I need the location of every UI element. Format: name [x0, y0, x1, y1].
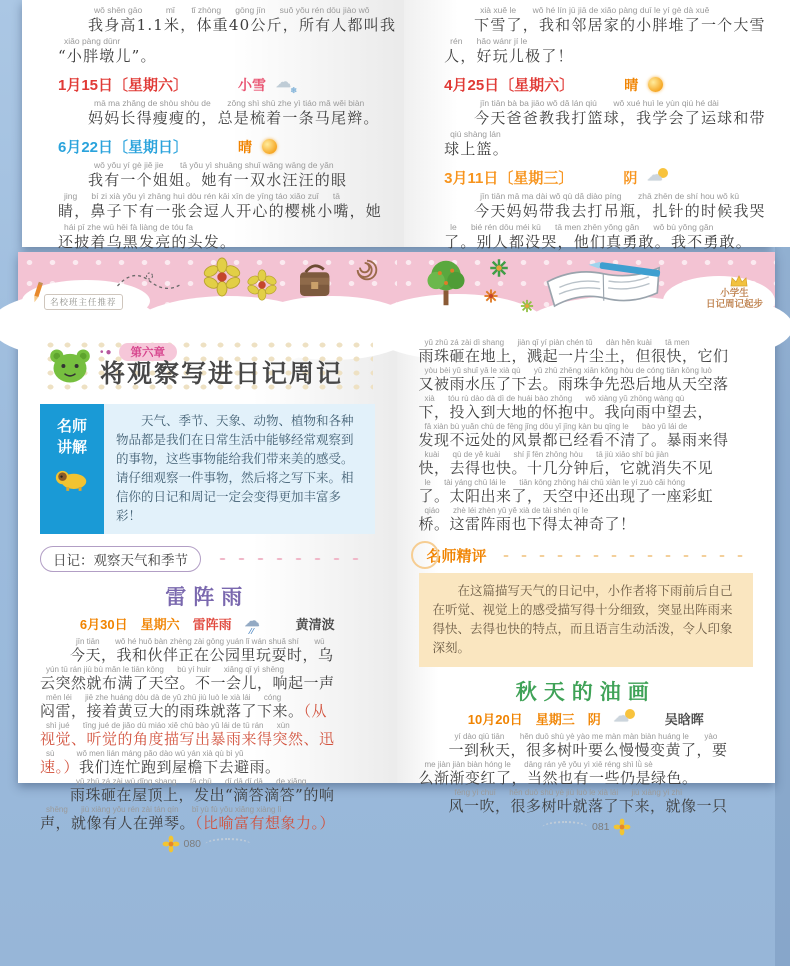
text-line: [419, 788, 754, 815]
pinyin-line: shēng jiù xiàng yǒu rén zài tán qín bǐ yù fù yǒu xiǎng xiàng lì: [46, 805, 282, 814]
pinyin-line: mēn léi jiē zhe huáng dòu dà de yǔ zhū jiù luò le xià lái cóng: [46, 693, 282, 702]
article-author: 吴晗晖: [664, 712, 704, 727]
body-text: “小胖墩儿”。: [58, 47, 157, 65]
text-line: [419, 338, 754, 365]
pinyin-line: rén hǎo wánr jí le: [450, 36, 528, 46]
text-line: [58, 5, 396, 35]
text-line: [40, 777, 375, 804]
body-text: 风一吹，很多树叶就落了下来，就像一只: [448, 797, 728, 815]
dotted-arc: [542, 821, 588, 834]
pink-dot-line: [213, 555, 371, 563]
pinyin-line: wǒ shēn gāo mǐ tǐ zhòng gōng jīn suǒ yǒu rén dōu jiào wǒ: [94, 5, 370, 15]
label-line1: 名师: [56, 418, 87, 435]
text-line: [444, 5, 766, 35]
body-text: 云突然就布满了天空。不一会儿，响起一声: [40, 674, 335, 692]
hanzi-line: [58, 202, 396, 221]
hanzi-line: [58, 16, 396, 35]
diary-date-header: [58, 136, 396, 157]
diary-weather: 晴: [624, 76, 639, 93]
text-line: [40, 637, 375, 664]
teacher-explain-box: [40, 404, 375, 534]
teacher-review-header: [419, 545, 754, 566]
body-text: 声，就像有人在弹琴。: [40, 814, 196, 832]
teacher-review-label: 名师精评: [419, 545, 487, 566]
diary-date-header: [444, 74, 766, 95]
hanzi-line: [419, 404, 754, 421]
page-080: [18, 252, 397, 850]
page-005: [404, 0, 790, 251]
page-081-content: [397, 338, 776, 835]
left-banner: [18, 252, 397, 328]
hanzi-line: [444, 109, 766, 128]
article-dateline: [40, 614, 375, 633]
tree-icon: [425, 258, 467, 308]
hanzi-line: [40, 647, 375, 664]
pinyin-line: hái pī zhe wū hēi fà liàng de tóu fa: [64, 222, 194, 232]
flower-icon: [614, 819, 630, 835]
text-line: [419, 450, 754, 477]
diary-weather: 阴: [623, 169, 638, 186]
right-banner: [397, 252, 776, 328]
text-line: [40, 721, 375, 748]
top-spread: [22, 0, 772, 251]
chapter-header: [42, 338, 373, 395]
hanzi-line: [40, 787, 375, 804]
pinyin-line: xià tóu rù dào dà dì de huái bào zhōng wǒ xiàng yǔ zhōng wàng qù: [424, 394, 685, 403]
mini-flower-icon: [520, 299, 534, 313]
text-line: [40, 749, 375, 776]
hanzi-line: [419, 376, 754, 393]
article-weekday: 星期六: [140, 617, 180, 632]
recommendation-tag: 名校班主任推荐: [44, 294, 123, 310]
hanzi-line: [58, 233, 396, 252]
diary-date-header: [444, 167, 766, 188]
pinyin-line: le tài yáng chū lái le tiān kōng zhōng hái chū xiàn le yí zuò cǎi hóng: [424, 478, 686, 487]
pinyin-line: xià xuě le wǒ hé lín jū jiā de xiǎo pàng duī le yí gè dà xuě: [480, 5, 710, 15]
series-title-tag: [706, 288, 763, 310]
body-text: 闷雷，接着黄豆大的雨珠就落了下来。: [40, 702, 304, 720]
bottom-spread: [18, 252, 775, 850]
body-text: 发现不远处的风景都已经看不清了。暴雨来得: [418, 431, 729, 449]
hanzi-line: [40, 731, 375, 748]
mini-flower-icon: [483, 289, 498, 304]
body-text: 我身高1.1米，体重40公斤，所有人都叫我: [88, 16, 397, 34]
frog-icon: [48, 347, 92, 385]
body-text: 又被雨水压了下去。雨珠争先恐后地从天空落: [418, 375, 729, 393]
pinyin-line: yí dào qiū tiān hěn duō shù yè yào me màn màn biàn huáng le yào: [454, 732, 718, 741]
open-book-pen-icon: [537, 260, 672, 312]
text-line: [40, 665, 375, 692]
body-text: 雨珠砸在地上，溅起一片尘土，但很快，它们: [418, 347, 729, 365]
pinyin-line: wǒ yǒu yí gè jiě jie tā yǒu yì shuāng shuǐ wāng wāng de yǎn: [94, 160, 334, 170]
body-text: 下，投入到大地的怀抱中。我向雨中望去，: [418, 403, 714, 421]
text-line: [419, 478, 754, 505]
crown-icon: [729, 274, 749, 288]
pinyin-line: qiú shàng lán: [450, 129, 501, 139]
diary-weather: 小雪: [238, 76, 267, 93]
hanzi-line: [419, 770, 754, 787]
snowcloud-icon: [276, 77, 298, 93]
paragraph-blocks: [40, 637, 375, 832]
hanzi-line: [40, 703, 375, 720]
pinyin-line: xiǎo pàng dūnr: [64, 36, 121, 46]
article-weather: 阴: [587, 712, 601, 727]
body-text: 么渐渐变红了，当然也有一些仍是绿色。: [418, 769, 698, 787]
diary-date: 4月25日〔星期六〕: [444, 77, 575, 94]
spiral-sun-icon: [353, 256, 381, 284]
pinyin-line: le bié rén dōu méi kū tā men zhēn yǒng gǎn wǒ bù yǒng gǎn: [450, 222, 714, 232]
orange-dot-line: [497, 552, 753, 560]
badge-dots: •●: [100, 346, 114, 358]
annotation-text: （从: [303, 702, 328, 720]
hanzi-line: [58, 47, 396, 66]
text-line: [58, 36, 396, 66]
flower-icon: [163, 836, 179, 852]
cloudsun-icon: [647, 170, 669, 186]
body-text: 桥。这雷阵雨也下得太神奇了！: [418, 515, 636, 533]
hanzi-line: [444, 233, 766, 252]
hanzi-line: [40, 815, 375, 832]
hanzi-line: [58, 171, 396, 190]
page-080-content: [18, 338, 397, 852]
series-tag-line2: 日记周记起步: [705, 299, 763, 310]
diary-date: 3月11日〔星期三〕: [444, 170, 574, 187]
pinyin-line: fēng yì chuī hěn duō shù yè jiù luò le xià lái jiù xiàng yì zhī: [454, 788, 683, 797]
article-title-autumn: 秋天的油画: [515, 679, 656, 704]
diary-weather: 晴: [238, 138, 253, 155]
body-text: 今天，我和伙伴正在公园里玩耍时，乌: [70, 646, 334, 664]
paragraph-blocks: [58, 5, 396, 252]
body-text: 雨珠砸在屋顶上，发出“滴答滴答”的响: [70, 786, 335, 804]
article-date: 10月20日: [467, 712, 523, 727]
text-line: [419, 394, 754, 421]
paragraph-blocks: [444, 5, 766, 252]
hanzi-line: [419, 488, 754, 505]
dashed-doodle-icon: [113, 270, 188, 292]
satchel-icon: [293, 262, 335, 302]
annotation-text: 视觉、听觉的角度描写出暴雨来得突然、迅: [40, 730, 335, 748]
pinyin-line: jīn tiān mā ma dài wǒ qù dǎ diào píng zhā zhēn de shí hou wǒ kū: [480, 191, 740, 201]
page-number-080: [40, 836, 375, 852]
text-line: [419, 506, 754, 533]
label-line2: 讲解: [56, 439, 87, 456]
hanzi-line: [40, 759, 375, 776]
hanzi-line: [419, 798, 754, 815]
hanzi-line: [444, 47, 766, 66]
page-number-081: [419, 819, 754, 835]
pinyin-line: yǔ zhū zá zài dì shang jiàn qǐ yí piàn chén tǔ dàn hěn kuài tā men: [424, 338, 690, 347]
diary-date-header: [58, 74, 396, 95]
text-line: [444, 129, 766, 159]
pinyin-line: yǔ zhū zá zài wū dǐng shang fā chū dī dā dī dā de xiǎng: [76, 777, 307, 786]
hanzi-line: [40, 675, 375, 692]
diary-topic-row: [40, 546, 375, 572]
text-line: [58, 191, 396, 221]
hanzi-line: [444, 202, 766, 221]
pinyin-line: mā ma zhǎng de shòu shòu de zǒng shì shū zhe yì tiáo mǎ wěi biàn: [94, 98, 365, 108]
diary-date: 1月15日〔星期六〕: [58, 77, 189, 94]
text-line: [58, 160, 396, 190]
pinyin-line: yòu bèi yǔ shuǐ yā le xià qù yǔ zhū zhēng xiān kǒng hòu de cóng tiān kōng luò: [424, 366, 712, 375]
text-line: [444, 98, 766, 128]
sun-icon: [648, 77, 663, 92]
page-081: [397, 252, 776, 833]
text-line: [419, 422, 754, 449]
raincloud-icon: [245, 616, 267, 632]
text-line: [419, 366, 754, 393]
article-date: 6月30日: [79, 617, 128, 632]
pencil-icon: [30, 280, 44, 306]
text-line: [419, 732, 754, 759]
body-text: 了。太阳出来了，天空中还出现了一座彩虹: [418, 487, 714, 505]
article-weekday: 星期三: [535, 712, 575, 727]
body-text: 我们连忙跑到屋檐下去避雨。: [79, 758, 281, 776]
hanzi-line: [58, 109, 396, 128]
pinyin-line: jīn tiān wǒ hé huǒ bàn zhèng zài gōng yuán lǐ wán shuǎ shí wū: [76, 637, 325, 646]
chapter-badge-row: [100, 343, 343, 361]
body-text: 我有一个姐姐。她有一双水汪汪的眼: [88, 171, 348, 189]
flower-icon: [203, 258, 241, 296]
text-line: [40, 805, 375, 832]
body-text: 下雪了，我和邻居家的小胖堆了一个大雪: [474, 16, 766, 34]
cloudsun-icon: [614, 711, 636, 727]
article-title-thunderstorm: 雷阵雨: [165, 584, 250, 609]
text-line: [444, 36, 766, 66]
hanzi-line: [419, 432, 754, 449]
teacher-review-text: 在这篇描写天气的日记中，小作者将下雨前后自己在听觉、视觉上的感受描写得十分细致，突显出阵雨来得快、去得也快的特点，而且语言生动活泼，令人印象深刻。: [419, 573, 754, 667]
pinyin-line: me jiàn jiàn biàn hóng le dāng rán yě yǒu yì xiē réng shì lǜ sè: [424, 760, 653, 769]
article-weather: 雷阵雨: [192, 617, 232, 632]
text-line: [419, 760, 754, 787]
pinyin-line: yún tū rán jiù bù mǎn le tiān kōng bù yí huìr xiǎng qǐ yì shēng: [46, 665, 284, 674]
article-dateline: [419, 709, 754, 728]
page-number-text: 081: [591, 821, 610, 833]
dog-icon: [53, 466, 91, 491]
chapter-badge: 第六章: [119, 343, 178, 361]
body-text: 今天爸爸教我打篮球，我学会了运球和带: [474, 109, 766, 127]
pinyin-line: jing bí zi xià yǒu yì zhāng huì dòu rén kāi xīn de yīng táo xiǎo zuǐ tā: [64, 191, 340, 201]
teacher-explain-label: [40, 404, 104, 534]
hanzi-line: [419, 348, 754, 365]
hanzi-line: [419, 460, 754, 477]
page-004: [22, 0, 404, 251]
chapter-title: 将观察写进日记周记: [100, 360, 344, 388]
text-line: [444, 191, 766, 221]
dotted-arc: [205, 838, 251, 851]
pinyin-line: sù wǒ men lián máng pǎo dào wū yán xià qù bì yǔ: [46, 749, 244, 758]
pinyin-line: jīn tiān bà ba jiāo wǒ dǎ lán qiú wǒ xué huì le yùn qiú hé dài: [480, 98, 719, 108]
body-text: 今天妈妈带我去打吊瓶，扎针的时候我哭: [474, 202, 766, 220]
hanzi-line: [444, 140, 766, 159]
pinyin-line: qiáo zhè léi zhèn yǔ yě xià de tài shén qí le: [424, 506, 589, 515]
pinyin-line: fā xiàn bù yuǎn chù de fēng jǐng dōu yǐ jīng kàn bu qīng le bào yǔ lái de: [424, 422, 688, 431]
text-line: [444, 222, 766, 252]
text-line: [58, 222, 396, 252]
annotation-text: 速。）: [40, 758, 80, 776]
teacher-explain-text: 天气、季节、天象、动物、植物和各种物品都是我们在日常生活中能够经常观察到的事物，这些事物能给我们带来美的感受。请仔细观察一件事物，然后将之写下来。相信你的日记和周记一定会变得更加丰富多彩！: [104, 404, 375, 534]
sun-icon: [262, 139, 277, 154]
body-text: 还披着乌黑发亮的头发。: [58, 233, 237, 251]
text-line: [40, 693, 375, 720]
body-text: 一到秋天，很多树叶要么慢慢变黄了，要: [448, 741, 728, 759]
mini-flower-icon: [489, 258, 509, 278]
hanzi-line: [419, 516, 754, 533]
body-text: 人，好玩儿极了！: [444, 47, 574, 65]
body-text: 快，去得也快。十几分钟后，它就消失不见: [418, 459, 714, 477]
page-number-text: 080: [183, 838, 202, 850]
hanzi-line: [444, 16, 766, 35]
chapter-text: [100, 343, 343, 388]
annotation-text: （比喻富有想象力。）: [195, 814, 336, 832]
text-line: [58, 98, 396, 128]
body-text: 了。别人都没哭，他们真勇敢。我不勇敢。: [444, 233, 752, 251]
diary-topic-pill: 日记：观察天气和季节: [40, 546, 201, 572]
pinyin-line: shì jué tīng jué de jiǎo dù miáo xiě chū bào yǔ lái de tū rán xùn: [46, 721, 290, 730]
body-text: 睛，鼻子下有一张会逗人开心的樱桃小嘴，她: [58, 202, 383, 220]
article-author: 黄清波: [295, 617, 335, 632]
diary-date: 6月22日〔星期日〕: [58, 139, 189, 156]
series-tag-line1: 小学生: [720, 288, 749, 299]
hanzi-line: [419, 742, 754, 759]
paragraph-blocks: [419, 732, 754, 815]
paragraph-blocks: [419, 338, 754, 533]
flower-icon: [247, 270, 277, 300]
body-text: 妈妈长得瘦瘦的，总是梳着一条马尾辫。: [88, 109, 380, 127]
body-text: 球上篮。: [444, 140, 509, 158]
pinyin-line: kuài qù de yě kuài shí jǐ fēn zhōng hòu tā jiù xiāo shī bú jiàn: [424, 450, 669, 459]
